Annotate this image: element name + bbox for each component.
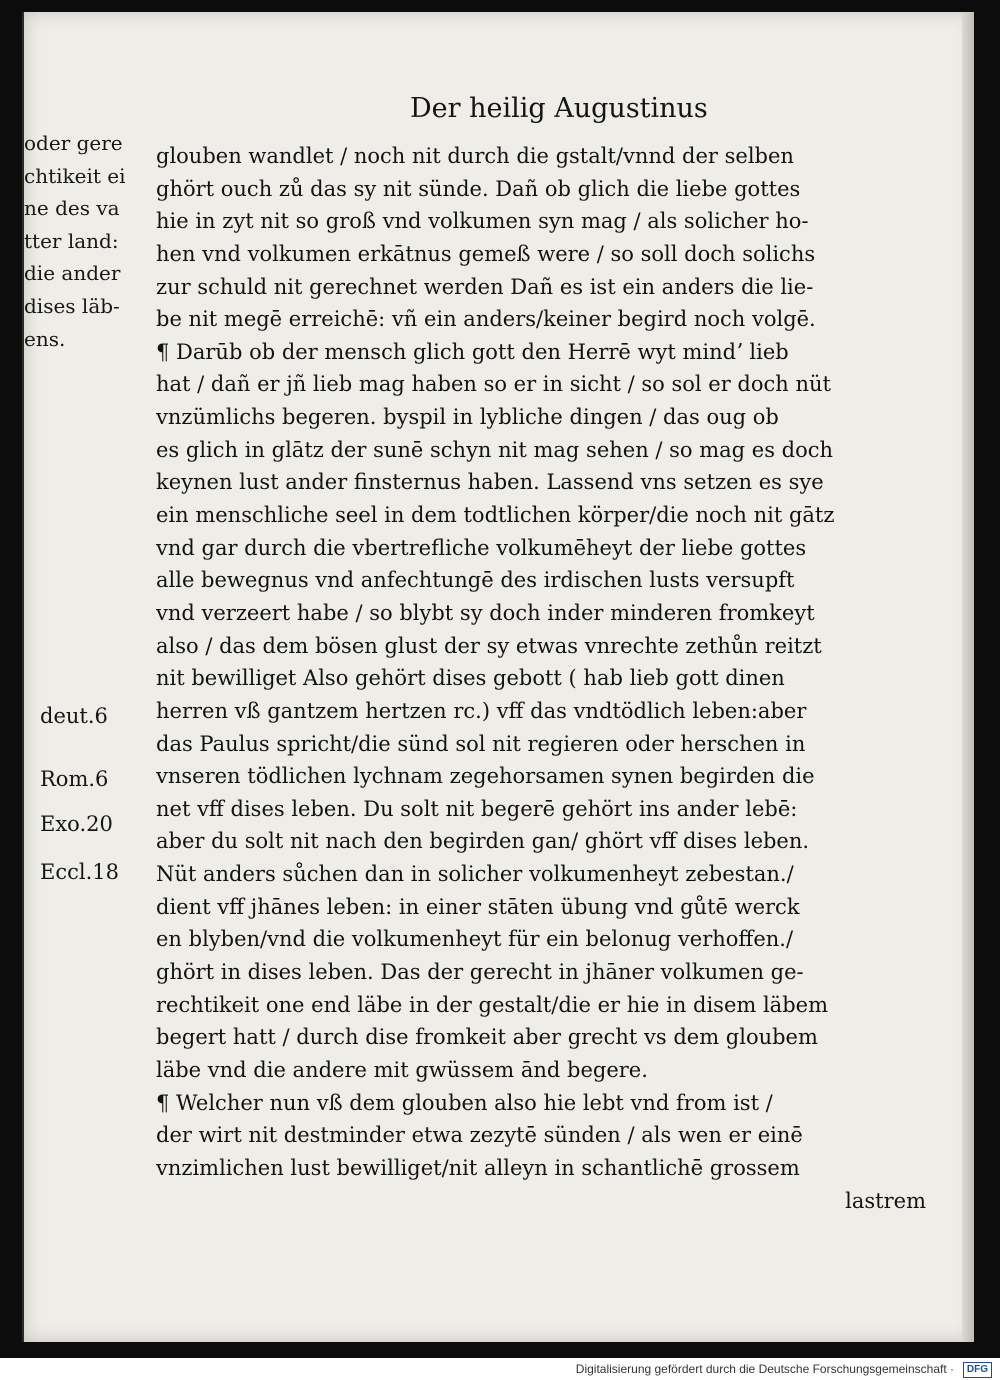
text-line: Nüt anders sůchen dan in solicher volkumenheyt zebestan./ — [156, 862, 794, 887]
text-line: ghört in dises leben. Das der gerecht in jhāner volkumen ge- — [156, 960, 804, 985]
text-line: vnzimlichen lust bewilliget/nit alleyn in schantlichē grossem — [156, 1155, 800, 1180]
text-line: läbe vnd die andere mit gwüssem ānd begere. — [156, 1057, 648, 1082]
page-edge — [962, 12, 974, 1342]
text-line: en blyben/vnd die volkumenheyt für ein belonug verhoffen./ — [156, 927, 794, 952]
text-line: ¶ Darūb ob der mensch glich gott den Herrē wyt mindʼ lieb — [156, 339, 789, 364]
marginal-ref-exo: Exo.20 — [40, 812, 113, 836]
text-line: hie in zyt nit so groß vnd volkumen syn mag / als solicher ho- — [156, 209, 809, 234]
text-line: dient vff jhānes leben: in einer stāten übung vnd gůtē werck — [156, 894, 800, 919]
text-line: das Paulus spricht/die sünd sol nit regieren oder herschen in — [156, 731, 806, 756]
text-line: ¶ Welcher nun vß dem glouben also hie lebt vnd from ist / — [156, 1090, 773, 1115]
margin-note-line: die ander — [24, 261, 121, 286]
text-line: vnzümlichs begeren. byspil in lybliche dingen / das oug ob — [156, 405, 779, 430]
text-line: hen vnd volkumen erkātnus gemeß were / so soll doch solichs — [156, 241, 816, 266]
text-line: vnd verzeert habe / so blybt sy doch inder minderen fromkeyt — [156, 600, 815, 625]
running-head: Der heilig Augustinus — [410, 93, 708, 124]
margin-note-line: tter land: — [24, 228, 119, 253]
text-line: alle bewegnus vnd anfechtungē des irdischen lusts versupft — [156, 568, 795, 593]
margin-note-top — [24, 127, 164, 355]
text-line: be nit megē erreichē: vñ ein anders/keiner begird noch volgē. — [156, 307, 816, 332]
text-line: keynen lust ander finsternus haben. Lassend vns setzen es sye — [156, 470, 824, 495]
text-line: aber du solt nit nach den begirden gan/ ghört vff dises leben. — [156, 829, 810, 854]
marginal-ref-rom: Rom.6 — [40, 767, 109, 791]
margin-note-line: dises läb- — [24, 293, 120, 318]
text-line: net vff dises leben. Du solt nit begerē gehört ins ander lebē: — [156, 796, 798, 821]
marginal-ref-eccl: Eccl.18 — [40, 860, 119, 884]
funding-credit: Digitalisierung gefördert durch die Deutsche Forschungsgemeinschaft · — [575, 1362, 954, 1376]
main-text-column — [156, 140, 936, 1217]
text-line: es glich in glātz der sunē schyn nit mag sehen / so mag es doch — [156, 437, 834, 462]
text-line: lastrem — [845, 1188, 926, 1213]
marginal-ref-deut: deut.6 — [40, 704, 108, 728]
margin-note-line: ens. — [24, 326, 66, 351]
text-line: vnseren tödlichen lychnam zegehorsamen synen begirden die — [156, 764, 815, 789]
margin-note-line: ne des va — [24, 196, 120, 221]
text-line: zur schuld nit gerechnet werden Dañ es ist ein anders die lie- — [156, 274, 814, 299]
dfg-logo: DFG — [963, 1362, 992, 1378]
margin-note-line: oder gere — [24, 131, 123, 155]
text-line: der wirt nit destminder etwa zezytē sünden / als wen er einē — [156, 1123, 803, 1148]
text-line: herren vß gantzem hertzen rc.) vff das vndtödlich leben:aber — [156, 698, 807, 723]
text-line: also / das dem bösen glust der sy etwas vnrechte zethůn reitzt — [156, 633, 822, 658]
text-line: rechtikeit one end läbe in der gestalt/die er hie in disem läbem — [156, 992, 828, 1017]
text-line: hat / dañ er jñ lieb mag haben so er in sicht / so sol er doch nüt — [156, 372, 831, 397]
text-line: vnd gar durch die vbertrefliche volkumēheyt der liebe gottes — [156, 535, 807, 560]
margin-note-line: chtikeit ei — [24, 163, 126, 188]
text-line: nit bewilliget Also gehört dises gebott ( hab lieb gott dinen — [156, 666, 785, 691]
text-line: ein menschliche seel in dem todtlichen körper/die noch nit gātz — [156, 503, 835, 528]
text-line: ghört ouch zů das sy nit sünde. Dañ ob glich die liebe gottes — [156, 176, 801, 201]
text-line: begert hatt / durch dise fromkeit aber grecht vs dem gloubem — [156, 1025, 818, 1050]
text-line: glouben wandlet / noch nit durch die gstalt/vnnd der selben — [156, 144, 794, 168]
